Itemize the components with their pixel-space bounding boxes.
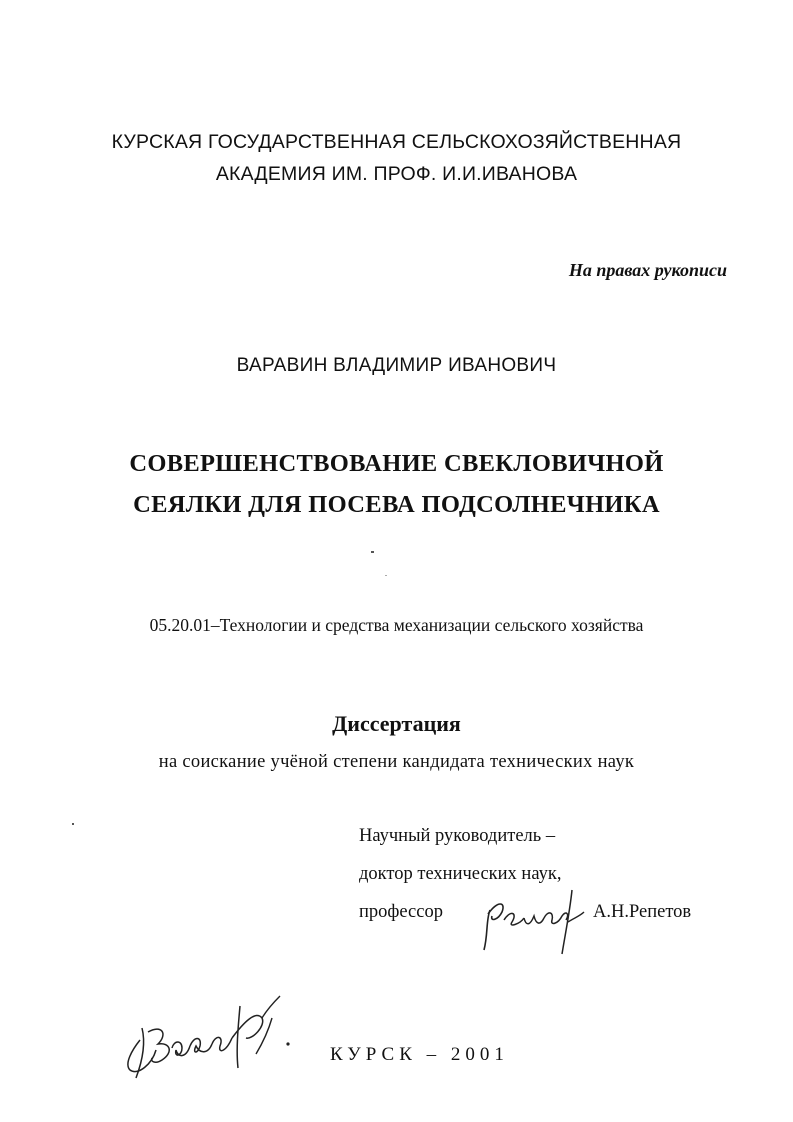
thesis-title-line-1: СОВЕРШЕНСТВОВАНИЕ СВЕКЛОВИЧНОЙ (129, 450, 664, 477)
degree-statement: на соискание учёной степени кандидата технических наук (158, 752, 635, 772)
scan-speck (371, 551, 374, 553)
supervisor-title: профессор (359, 902, 443, 922)
author-name: ВАРАВИН ВЛАДИМИР ИВАНОВИЧ (236, 355, 557, 376)
thesis-title-line-2: СЕЯЛКИ ДЛЯ ПОСЕВА ПОДСОЛНЕЧНИКА (133, 491, 660, 518)
author-signature (112, 988, 302, 1088)
supervisor-name: А.Н.Репетов (593, 902, 692, 922)
manuscript-note: На правах рукописи (568, 260, 727, 280)
specialty-code: 05.20.01–Технологии и средства механизации сельского хозяйства (149, 615, 644, 635)
document-type: Диссертация (332, 711, 461, 736)
institution-line-2: АКАДЕМИЯ ИМ. ПРОФ. И.И.ИВАНОВА (215, 163, 578, 185)
scan-speck (72, 823, 74, 825)
supervisor-role: Научный руководитель – (359, 826, 556, 846)
supervisor-degree: доктор технических наук, (359, 864, 562, 884)
institution-line-1: КУРСКАЯ ГОСУДАРСТВЕННАЯ СЕЛЬСКОХОЗЯЙСТВЕННАЯ (111, 131, 682, 153)
supervisor-signature (478, 880, 588, 958)
scan-speck (385, 575, 387, 576)
city-year: КУРСК – 2001 (330, 1044, 509, 1065)
